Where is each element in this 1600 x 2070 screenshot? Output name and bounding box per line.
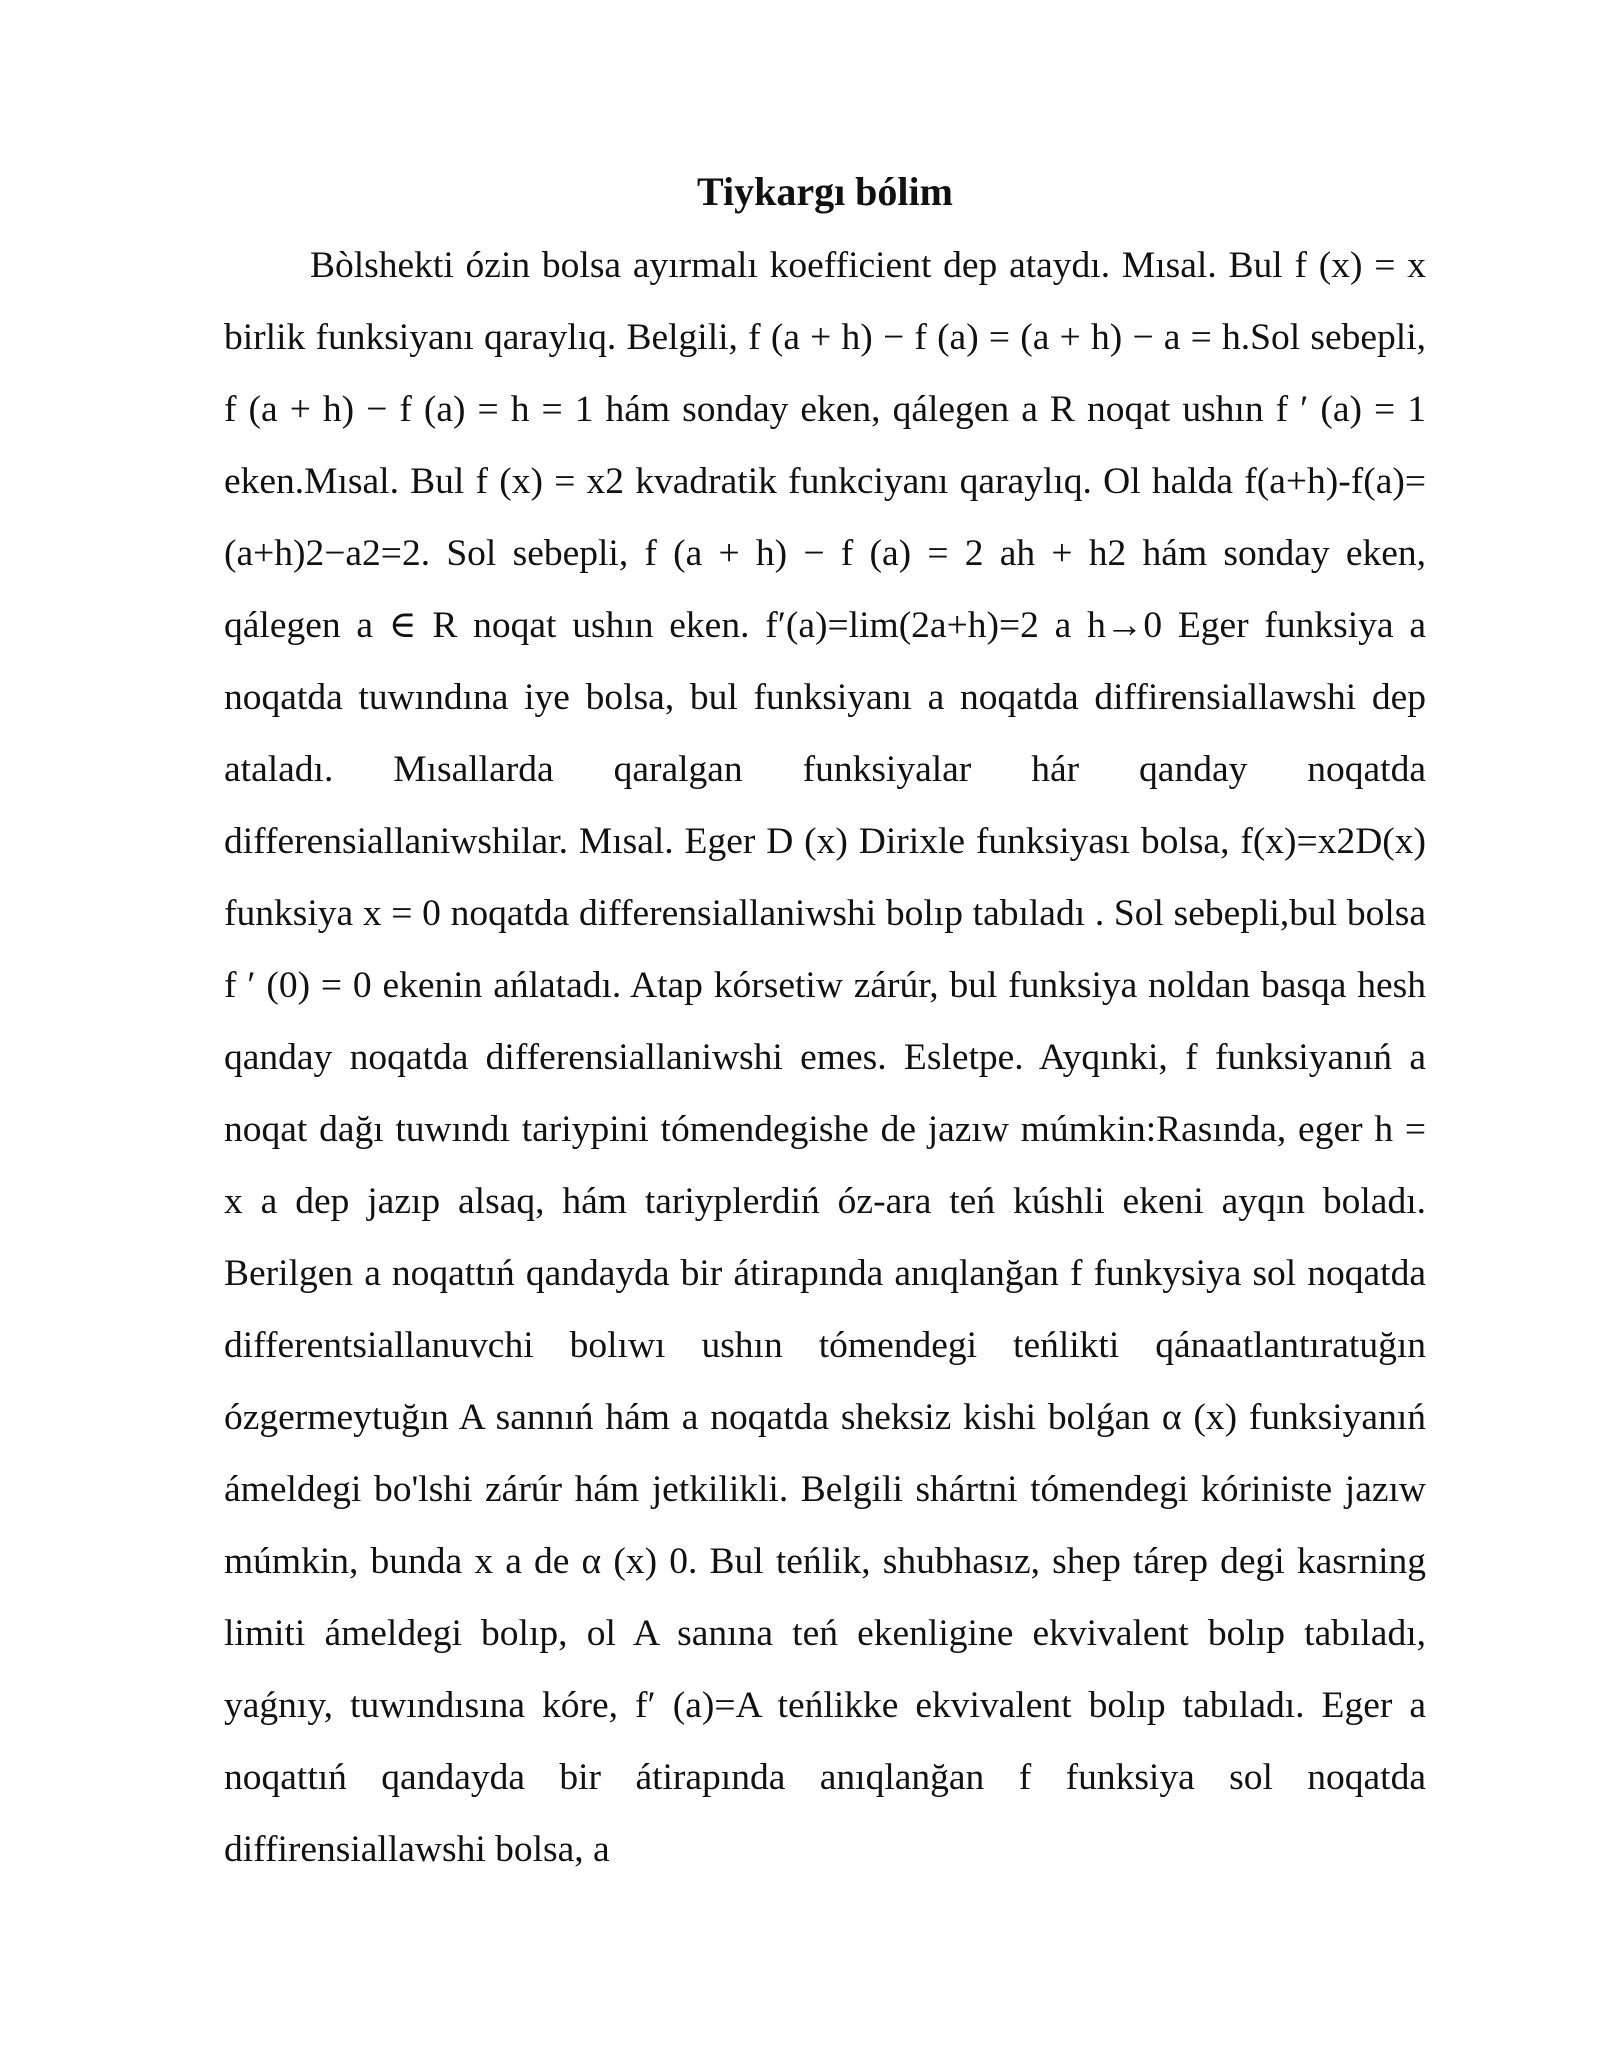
body-paragraph: Bòlshekti ózin bolsa ayırmalı koefficient dep ataydı. Mısal. Bul f (x) = x birlik funksiyanı qaraylıq. Belgili, f (a + h) − f (a) = (a + h) − a = h.Sol sebepli, f (a + h) − f (a) = h = 1 hám sonday eken, qálegen a R noqat ushın f ′ (a) = 1 eken.Mısal. Bul f (x) = x2 kvadratik funkciyanı qaraylıq. Ol halda f(a+h)-f(a)=(a+h)2−a2=2. Sol sebepli, f (a + h) − f (a) = 2 ah + h2 hám sonday eken, qálegen a ∈ R noqat ushın eken. f′(a)=lim(2a+h)=2 a h→0 Eger funksiya a noqatda tuwındına iye bolsa, bul funksiyanı a noqatda diffirensiallawshi dep ataladı. Mısallarda qaralgan funksiyalar hár qanday noqatda differensiallaniwshilar. Mısal. Eger D (x) Dirixle funksiyası bolsa, f(x)=x2D(x) funksiya x = 0 noqatda differensiallaniwshi bolıp tabıladı . Sol sebepli,bul bolsa f ′ (0) = 0 ekenin ańlatadı. Atap kórsetiw zárúr, bul funksiya noldan basqa hesh qanday noqatda differensiallaniwshi emes. Esletpe. Ayqınki, f funksiyanıń a noqat dağı tuwındı tariypini tómendegishe de jazıw múmkin:Rasında, eger h = x a dep jazıp alsaq, hám tariyplerdiń óz-ara teń kúshli ekeni ayqın boladı. Berilgen a noqattıń qandayda bir átirapında anıqlanğan f funkysiya sol noqatda differentsiallanuvchi bolıwı ushın tómendegi teńlikti qánaatlantıratuğın ózgermeytuğın A sannıń hám a noqatda sheksiz kishi bolǵan α (x) funksiyanıń ámeldegi bo'lshi zárúr hám jetkilikli. Belgili shártni tómendegi kóriniste jazıw múmkin, bunda x a de α (x) 0. Bul teńlik, shubhasız, shep tárep degi kasrning limiti ámeldegi bolıp, ol A sanına teń ekenligine ekvivalent bolıp tabıladı, yaǵnıy, tuwındısına kóre, f′ (a)=A teńlikke ekvivalent bolıp tabıladı. Eger a noqattıń qandayda bir átirapında anıqlanğan f funksiya sol noqatda diffirensiallawshi bolsa, a	[224, 245, 1426, 1870]
section-title: Tiykargı bólim	[697, 169, 953, 214]
